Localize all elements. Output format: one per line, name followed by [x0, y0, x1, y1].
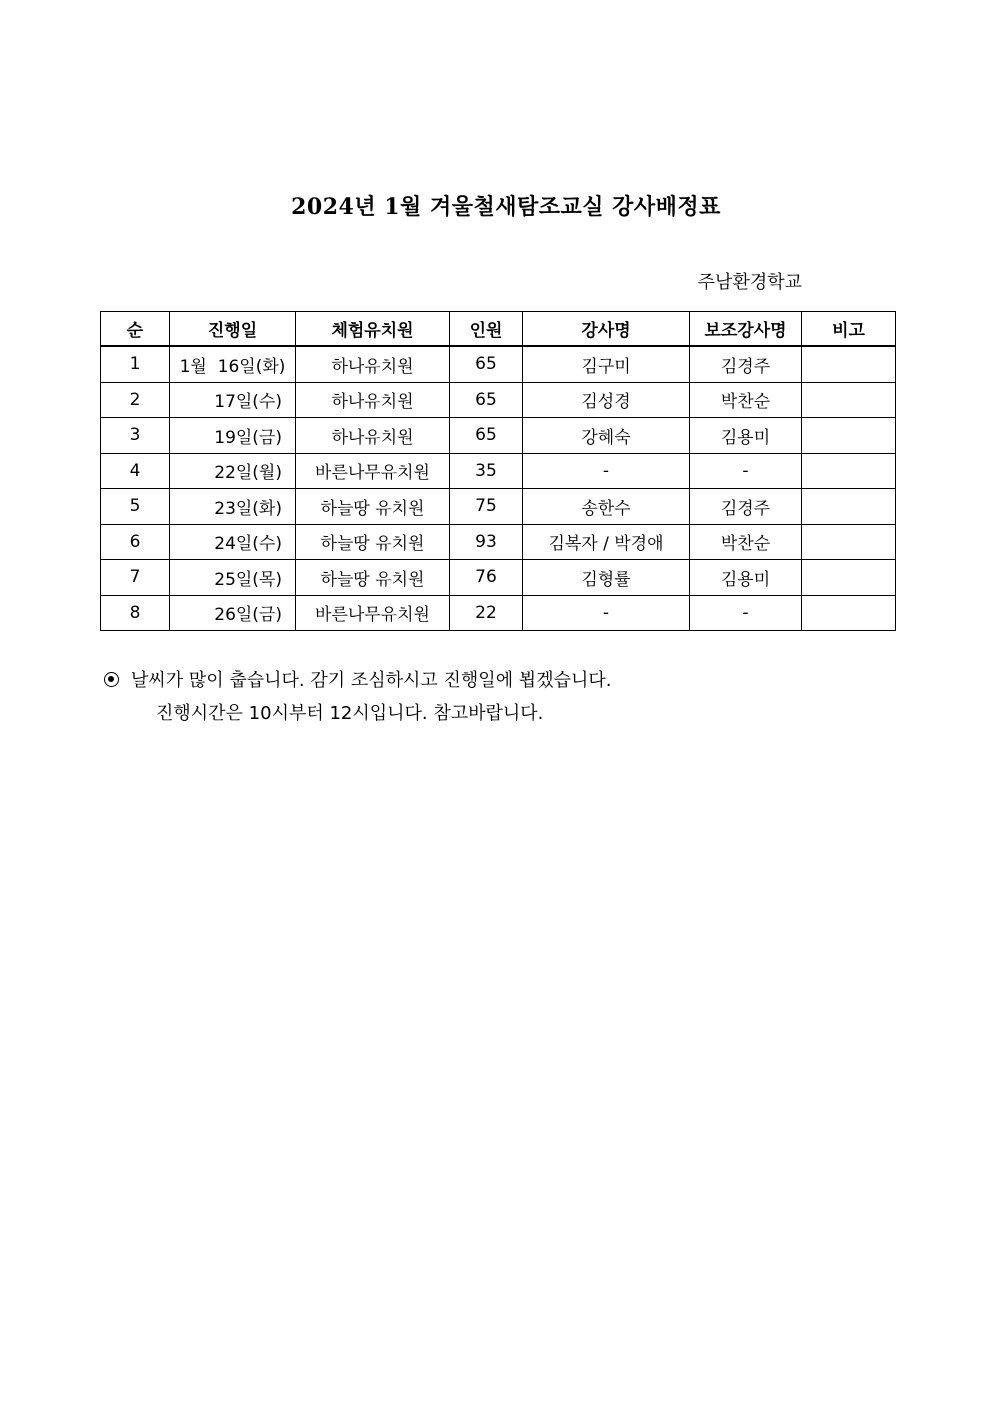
cell-kindergarten: 바른나무유치원 — [296, 595, 450, 631]
cell-headcount: 65 — [450, 418, 523, 454]
cell-remarks — [802, 489, 896, 525]
document-title: 2024년 1월 겨울철새탐조교실 강사배정표 — [291, 194, 721, 220]
table-row — [101, 560, 896, 596]
cell-date: 22일(월) — [170, 453, 296, 489]
table-row — [101, 595, 896, 631]
cell-order: 4 — [101, 453, 170, 489]
cell-instructor: 김구미 — [523, 346, 690, 382]
cell-order: 8 — [101, 595, 170, 631]
cell-headcount: 93 — [450, 524, 523, 560]
cell-date: 23일(화) — [170, 489, 296, 525]
cell-date: 19일(금) — [170, 418, 296, 454]
header-order: 순 — [101, 312, 170, 347]
cell-headcount: 35 — [450, 453, 523, 489]
cell-headcount: 76 — [450, 560, 523, 596]
cell-order: 6 — [101, 524, 170, 560]
cell-kindergarten: 하늘땅 유치원 — [296, 560, 450, 596]
cell-instructor: 김형률 — [523, 560, 690, 596]
cell-date: 17일(수) — [170, 382, 296, 418]
cell-assistant: 박찬순 — [690, 382, 802, 418]
cell-headcount: 22 — [450, 595, 523, 631]
cell-order: 5 — [101, 489, 170, 525]
header-remarks: 비고 — [802, 312, 896, 347]
cell-date: 1월 16일(화) — [170, 346, 296, 382]
cell-assistant: - — [690, 453, 802, 489]
cell-remarks — [802, 560, 896, 596]
cell-headcount: 65 — [450, 382, 523, 418]
cell-remarks — [802, 595, 896, 631]
schedule-table — [100, 311, 896, 631]
cell-kindergarten: 바른나무유치원 — [296, 453, 450, 489]
table-row — [101, 346, 896, 382]
note-line-1 — [104, 664, 611, 697]
cell-assistant: 김용미 — [690, 560, 802, 596]
table-row — [101, 524, 896, 560]
cell-kindergarten: 하나유치원 — [296, 346, 450, 382]
cell-headcount: 75 — [450, 489, 523, 525]
cell-headcount: 65 — [450, 346, 523, 382]
circle-bullet-icon — [104, 672, 119, 687]
cell-assistant: - — [690, 595, 802, 631]
cell-assistant: 김경주 — [690, 346, 802, 382]
cell-remarks — [802, 453, 896, 489]
table-row — [101, 453, 896, 489]
header-date: 진행일 — [170, 312, 296, 347]
cell-kindergarten: 하늘땅 유치원 — [296, 524, 450, 560]
cell-kindergarten: 하나유치원 — [296, 418, 450, 454]
table-header-row — [101, 312, 896, 347]
cell-instructor: - — [523, 595, 690, 631]
table-row — [101, 382, 896, 418]
cell-assistant: 김용미 — [690, 418, 802, 454]
cell-instructor: 김복자 / 박경애 — [523, 524, 690, 560]
cell-remarks — [802, 418, 896, 454]
cell-order: 3 — [101, 418, 170, 454]
header-kindergarten: 체험유치원 — [296, 312, 450, 347]
cell-kindergarten: 하늘땅 유치원 — [296, 489, 450, 525]
cell-kindergarten: 하나유치원 — [296, 382, 450, 418]
cell-date: 26일(금) — [170, 595, 296, 631]
cell-remarks — [802, 524, 896, 560]
cell-order: 7 — [101, 560, 170, 596]
note-line-2: 진행시간은 10시부터 12시입니다. 참고바랍니다. — [156, 703, 544, 724]
cell-instructor: 송한수 — [523, 489, 690, 525]
cell-remarks — [802, 346, 896, 382]
header-assistant: 보조강사명 — [690, 312, 802, 347]
notes-section — [104, 664, 611, 730]
header-instructor: 강사명 — [523, 312, 690, 347]
cell-instructor: 강혜숙 — [523, 418, 690, 454]
cell-assistant: 박찬순 — [690, 524, 802, 560]
organization-name: 주남환경학교 — [697, 272, 802, 293]
table-row — [101, 418, 896, 454]
cell-remarks — [802, 382, 896, 418]
cell-instructor: 김성경 — [523, 382, 690, 418]
note-text-1: 날씨가 많이 춥습니다. 감기 조심하시고 진행일에 뵙겠습니다. — [131, 670, 612, 691]
cell-order: 2 — [101, 382, 170, 418]
cell-date: 24일(수) — [170, 524, 296, 560]
cell-order: 1 — [101, 346, 170, 382]
cell-instructor: - — [523, 453, 690, 489]
cell-date: 25일(목) — [170, 560, 296, 596]
cell-assistant: 김경주 — [690, 489, 802, 525]
table-row — [101, 489, 896, 525]
header-headcount: 인원 — [450, 312, 523, 347]
